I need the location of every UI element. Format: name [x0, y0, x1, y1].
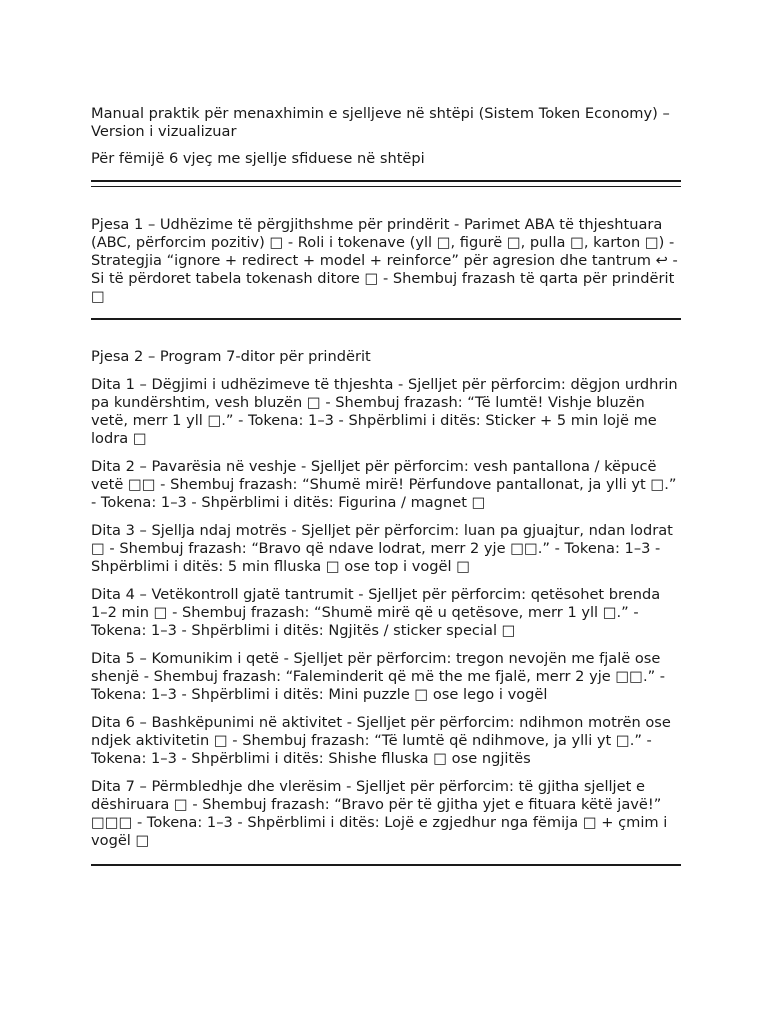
day-2-paragraph: Dita 2 – Pavarësia në veshje - Sjelljet për përforcim: vesh pantallona / këpucë vetë □□ - Shembuj frazash: “Shumë mirë! Përfundove pantallonat, ja ylli yt □.” - Tokena: 1–3 - Shpërblimi i ditës: Figurina / magnet □ [91, 458, 677, 511]
part1-paragraph: Pjesa 1 – Udhëzime të përgjithshme për prindërit - Parimet ABA të thjeshtuara (ABC, përforcim pozitiv) □ - Roli i tokenave (yll □, figurë □, pulla □, karton □) - Strategjia “ignore + redirect + model + reinforce” për agresion dhe tantrum ↩ - Si të përdoret tabela tokenash ditore □ - Shembuj frazash të qarta për prindërit □ [91, 216, 678, 305]
day-3-paragraph: Dita 3 – Sjellja ndaj motrës - Sjelljet për përforcim: luan pa gjuajtur, ndan lodrat □ - Shembuj frazash: “Bravo që ndave lodrat, merr 2 yje □□.” - Tokena: 1–3 - Shpërblimi i ditës: 5 min flluska □ ose top i vogël □ [91, 522, 673, 575]
document-subtitle: Për fëmijë 6 vjeç me sjellje sfiduese në shtëpi [91, 150, 425, 167]
day-7-paragraph: Dita 7 – Përmbledhje dhe vlerësim - Sjelljet për përforcim: të gjitha sjelljet e dëshiruara □ - Shembuj frazash: “Bravo për të gjitha yjet e fituara këtë javë!” □□□ - Tokena: 1–3 - Shpërblimi i ditës: Lojë e zgjedhur nga fëmija □ + çmim i vogël □ [91, 778, 668, 849]
section-divider [91, 318, 681, 320]
document-title: Manual praktik për menaxhimin e sjelljeve në shtëpi (Sistem Token Economy) – Version i vizualizuar [91, 105, 670, 140]
double-divider [91, 180, 681, 187]
document-page [91, 105, 681, 866]
part2-title: Pjesa 2 – Program 7-ditor për prindërit [91, 348, 371, 365]
day-1-paragraph: Dita 1 – Dëgjimi i udhëzimeve të thjeshta - Sjelljet për përforcim: dëgjon urdhrin pa kundërshtim, vesh bluzën □ - Shembuj frazash: “Të lumtë! Vishje bluzën vetë, merr 1 yll □.” - Tokena: 1–3 - Shpërblimi i ditës: Sticker + 5 min lojë me lodra □ [91, 376, 678, 447]
day-4-paragraph: Dita 4 – Vetëkontroll gjatë tantrumit - Sjelljet për përforcim: qetësohet brenda 1–2 min □ - Shembuj frazash: “Shumë mirë që u qetësove, merr 1 yll □.” - Tokena: 1–3 - Shpërblimi i ditës: Ngjitës / sticker special □ [91, 586, 661, 639]
end-divider [91, 864, 681, 866]
day-6-paragraph: Dita 6 – Bashkëpunimi në aktivitet - Sjelljet për përforcim: ndihmon motrën ose ndjek aktivitetin □ - Shembuj frazash: “Të lumtë që ndihmove, ja ylli yt □.” - Tokena: 1–3 - Shpërblimi i ditës: Shishe flluska □ ose ngjitës [91, 714, 671, 767]
day-5-paragraph: Dita 5 – Komunikim i qetë - Sjelljet për përforcim: tregon nevojën me fjalë ose shenjë - Shembuj frazash: “Faleminderit që më the me fjalë, merr 2 yje □□.” - Tokena: 1–3 - Shpërblimi i ditës: Mini puzzle □ ose lego i vogël [91, 650, 666, 703]
